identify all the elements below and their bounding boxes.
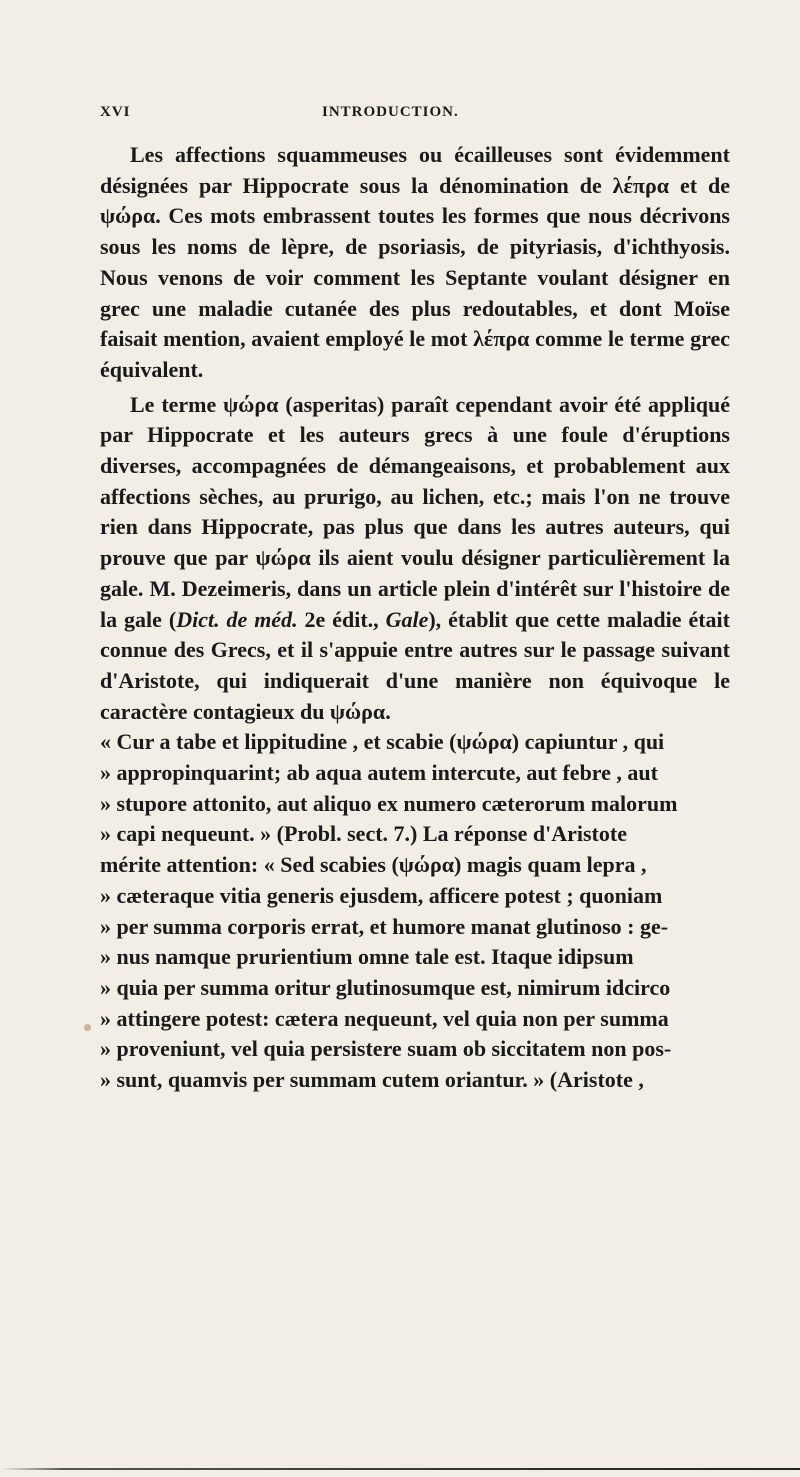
quotation-block bbox=[100, 727, 730, 1095]
quote-line: » quia per summa oritur glutinosumque est, nimirum idcirco bbox=[100, 974, 671, 1000]
paragraph-2-text-a: Le terme ψώρα (asperitas) paraît cependant avoir été appliqué par Hippocrate et les auteurs grecs à une foule d'éruptions diverses, accompagnées de démangeaisons, et probablement aux affections sèches, au prurigo, au lichen, etc.; mais l'on ne trouve rien dans Hippocrate, pas plus que dans les autres auteurs, qui prouve que par ψώρα ils aient voulu désigner particulièrement la gale. M. Dezeimeris, dans un article plein d'intérêt sur l'histoire de la gale ( bbox=[100, 391, 730, 632]
quote-line: » nus namque prurientium omne tale est. Itaque idipsum bbox=[100, 944, 634, 970]
ink-spot bbox=[84, 1024, 91, 1031]
quote-line: mérite attention: « Sed scabies (ψώρα) magis quam lepra , bbox=[100, 852, 647, 878]
quote-line: » appropinquarint; ab aqua autem intercute, aut febre , aut bbox=[100, 760, 658, 786]
page-number: XVI bbox=[100, 104, 131, 120]
quote-line: » sunt, quamvis per summam cutem oriantur. » (Aristote , bbox=[100, 1067, 644, 1093]
quote-line: « Cur a tabe et lippitudine , et scabie (ψώρα) capiuntur , qui bbox=[100, 729, 665, 755]
paragraph-2-text-c: ), établit que cette maladie était connue des Grecs, et il s'appuie entre autres sur le passage suivant d'Aristote, qui indiquerait d'une manière non équivoque le caractère contagieux du ψώρα. bbox=[100, 606, 730, 724]
paragraph-2 bbox=[100, 390, 730, 728]
citation-dict: Dict. de méd. bbox=[176, 606, 298, 632]
quote-line: » per summa corporis errat, et humore manat glutinoso : ge- bbox=[100, 913, 669, 939]
quote-line: » capi nequeunt. » (Probl. sect. 7.) La réponse d'Aristote bbox=[100, 821, 627, 847]
quote-line: » cæteraque vitia generis ejusdem, afficere potest ; quoniam bbox=[100, 882, 663, 908]
paragraph-2-text-b: 2e édit., bbox=[297, 606, 386, 632]
body-text bbox=[100, 140, 730, 1096]
quote-line: » proveniunt, vel quia persistere suam ob siccitatem non pos- bbox=[100, 1036, 672, 1062]
quote-line: » stupore attonito, aut aliquo ex numero cæterorum malorum bbox=[100, 790, 678, 816]
page-header bbox=[100, 104, 720, 128]
quote-line: » attingere potest: cætera nequeunt, vel quia non per summa bbox=[100, 1005, 669, 1031]
running-title: INTRODUCTION. bbox=[322, 104, 459, 120]
bottom-edge-rule bbox=[0, 1468, 800, 1470]
citation-gale: Gale bbox=[385, 606, 429, 632]
paragraph-1: Les affections squammeuses ou écailleuses sont évidemment désignées par Hippocrate sous la dénomination de λέπρα et de ψώρα. Ces mots embrassent toutes les formes que nous décrivons sous les noms de lèpre, de psoriasis, de pityriasis, d'ichthyosis. Nous venons de voir comment les Septante voulant désigner en grec une maladie cutanée des plus redoutables, et dont Moïse faisait mention, avaient employé le mot λέπρα comme le terme grec équivalent. bbox=[100, 142, 730, 382]
